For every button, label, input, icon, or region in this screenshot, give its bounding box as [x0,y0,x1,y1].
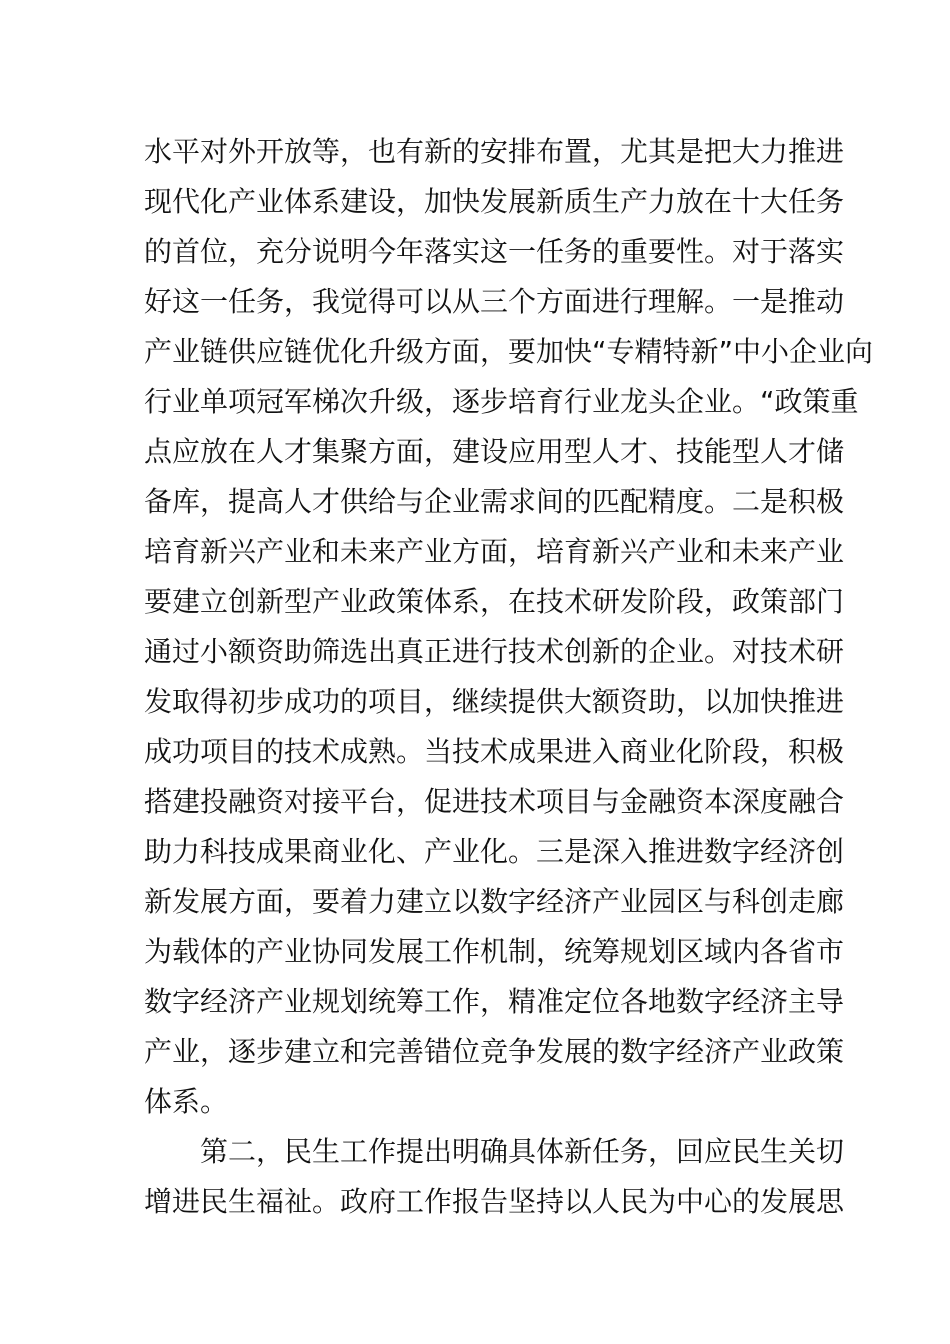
text-line-11: 通过小额资助筛选出真正进行技术创新的企业。对技术研 [144,635,845,668]
text-line-13: 成功项目的技术成熟。当技术成果进入商业化阶段，积极 [144,735,845,768]
text-line-14: 搭建投融资对接平台，促进技术项目与金融资本深度融合 [144,785,845,818]
text-line-16: 新发展方面，要着力建立以数字经济产业园区与科创走廊 [144,885,845,918]
text-line-2: 现代化产业体系建设，加快发展新质生产力放在十大任务 [144,185,845,218]
text-line-7: 点应放在人才集聚方面，建设应用型人才、技能型人才储 [144,435,845,468]
text-line-5: 产业链供应链优化升级方面，要加快“专精特新”中小企业向 [144,335,874,368]
text-line-1: 水平对外开放等，也有新的安排布置，尤其是把大力推进 [144,135,845,168]
text-line-9: 培育新兴产业和未来产业方面，培育新兴产业和未来产业 [144,535,845,568]
text-line-3: 的首位，充分说明今年落实这一任务的重要性。对于落实 [144,235,845,268]
text-line-8: 备库，提高人才供给与企业需求间的匹配精度。二是积极 [144,485,845,518]
text-line-19: 产业，逐步建立和完善错位竞争发展的数字经济产业政策 [144,1035,845,1068]
text-line-17: 为载体的产业协同发展工作机制，统筹规划区域内各省市 [144,935,845,968]
text-line-6: 行业单项冠军梯次升级，逐步培育行业龙头企业。“政策重 [144,385,859,418]
text-line-15: 助力科技成果商业化、产业化。三是深入推进数字经济创 [144,835,845,868]
text-line-20: 体系。 [144,1085,229,1118]
text-line-21: 第二，民生工作提出明确具体新任务，回应民生关切 [200,1135,845,1168]
text-line-18: 数字经济产业规划统筹工作，精准定位各地数字经济主导 [144,985,845,1018]
text-line-4: 好这一任务，我觉得可以从三个方面进行理解。一是推动 [144,285,845,318]
text-line-10: 要建立创新型产业政策体系，在技术研发阶段，政策部门 [144,585,845,618]
text-line-12: 发取得初步成功的项目，继续提供大额资助，以加快推进 [144,685,845,718]
text-line-22: 增进民生福祉。政府工作报告坚持以人民为中心的发展思 [144,1185,845,1218]
